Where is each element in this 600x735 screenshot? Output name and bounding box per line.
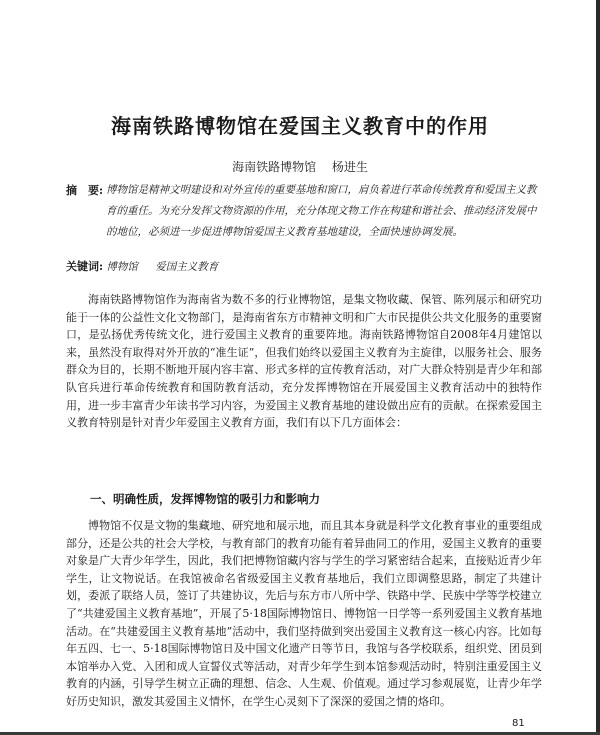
keyword-item: 博物馆 — [106, 261, 138, 273]
scan-edge-right — [596, 0, 600, 735]
author-line — [0, 158, 600, 175]
keywords-label: 关键词: — [66, 260, 104, 273]
author-name: 杨进生 — [331, 160, 368, 174]
page-number: 81 — [512, 718, 525, 729]
keywords-block — [66, 258, 540, 276]
article-title: 海南铁路博物馆在爱国主义教育中的作用 — [111, 114, 489, 138]
body-paragraph-section1: 博物馆不仅是文物的集藏地、研究地和展示地，而且其本身就是科学文化教育事业的重要组成部分，还是公共的社会大学校，与教育部门的教育功能有着异曲同工的作用，爱国主义教育的重要对象是广大青少年学生，因此，我们把博物馆藏内容与学生的学习紧密结合起来，直接贴近青少年学生，让文物说话。在我馆被命名省级爱国主义教育基地后，我们立即调整思路，制定了共建计划，委派了联络人员，签订了共建协议，先后与东方市八所中学、铁路中学、民族中学等学校建立了“共建爱国主义教育基地”，开展了5·18国际博物馆日、博物馆一日学等一系列爱国主义教育基地活动。在“共建爱国主义教育基地”活动中，我们坚持做到突出爱国主义教育这一核心内容。比如每年五四、七一、5·18国际博物馆日及中国文化遗产日等节日，我馆与各学校联系，组织党、团员到本馆举办入党、入团和成人宣誓仪式等活动，对青少年学生到本馆参观活动时，特别注重爱国主义教育的内涵，引导学生树立正确的理想、信念、人生观、价值观。通过学习参观展览，让青少年学好历史知识，激发其爱国主义情怀，在学生心灵刻下了深深的爱国之情的烙印。 — [66, 519, 542, 708]
author-affiliation: 海南铁路博物馆 — [232, 160, 317, 174]
abstract-text: 博物馆是精神文明建设和对外宣传的重要基地和窗口，肩负着进行革命传统教育和爱国主义教育的重任。为充分发挥文物资源的作用，充分体现文物工作在构建和谐社会、推动经济发展中的地位，必须进一步促进博物馆爱国主义教育基地建设，全面快速协调发展。 — [106, 184, 537, 238]
body-paragraph-intro: 海南铁路博物馆作为海南省为数不多的行业博物馆，是集文物收藏、保管、陈列展示和研究功能于一体的公益性文化文物部门，是海南省东方市精神文明和广大市民提供公共文化服务的重要窗口，是弘扬优秀传统文化，进行爱国主义教育的重要阵地。海南铁路博物馆自2008年4月建馆以来，虽然没有取得对外开放的“准生证”，但我们始终以爱国主义教育为主旋律，以服务社会、服务群众为目的，长期不断地开展内容丰富、形式多样的宣传教育活动，对广大群众特别是青少年和部队官兵进行革命传统教育和国防教育活动，充分发挥博物馆在开展爱国主义教育活动中的独特作用，进一步丰富青少年读书学习内容，为爱国主义教育基地的建设做出应有的贡献。在探索爱国主义教育特别是针对青少年爱国主义教育方面，我们有以下几方面体会： — [66, 293, 542, 430]
section-heading: 一、明确性质，发挥博物馆的吸引力和影响力 — [90, 492, 320, 506]
keyword-item: 爱国主义教育 — [155, 261, 219, 273]
abstract-block — [66, 180, 540, 243]
abstract-label: 摘 要: — [66, 184, 104, 197]
